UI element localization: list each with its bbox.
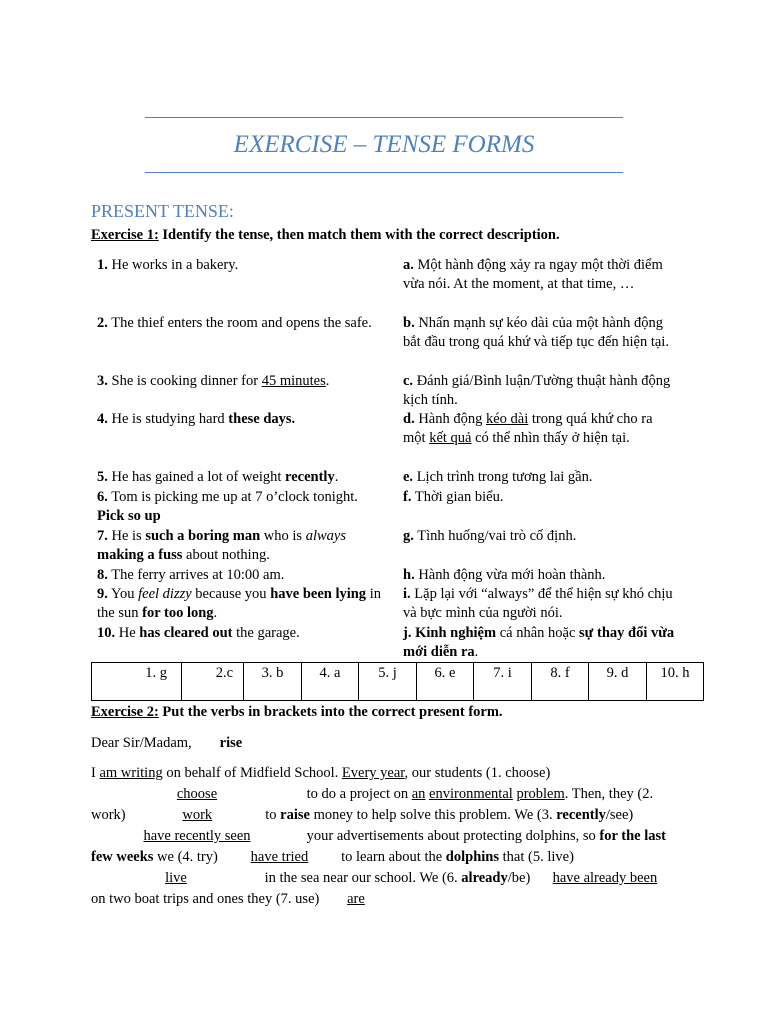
letter-bold: recently: [556, 807, 606, 823]
sentence-num: 7.: [97, 528, 108, 544]
description-text: Hành động: [414, 411, 486, 427]
letter-text: on behalf of Midfield School.: [162, 765, 342, 781]
answer-blank-1: choose: [176, 786, 218, 802]
answer-cell: 5. j: [359, 663, 417, 701]
greeting-note: rise: [219, 735, 243, 751]
sentence-num: 9.: [97, 586, 108, 602]
page-title: EXERCISE – TENSE FORMS: [233, 131, 535, 158]
letter-text: money to help solve this problem. We (3.: [309, 807, 557, 823]
sentence-2: [97, 314, 387, 333]
sentence-num: 6.: [97, 489, 108, 505]
exercise1-instruction: Identify the tense, then match them with the correct description.: [158, 227, 560, 243]
description-text: Nhấn mạnh sự kéo dài của một hành động bắt đầu trong quá khứ và tiếp tục đến hiện tại.: [403, 315, 669, 351]
sentence-bold: has cleared out: [139, 625, 233, 641]
letter-text: to do a project on: [303, 786, 412, 802]
description-text: Tình huống/vai trò cố định.: [413, 528, 577, 544]
sentence-num: 5.: [97, 469, 108, 485]
sentence-text: in the sun: [97, 586, 381, 622]
sentence-text: He is: [107, 528, 146, 544]
description-d: [403, 410, 678, 449]
description-h: [403, 566, 678, 585]
sentence-3: [97, 372, 387, 391]
letter-text: your advertisements about protecting dolphins, so: [303, 828, 600, 844]
answer-cell: 2.c: [182, 663, 244, 701]
description-letter: i.: [403, 586, 411, 602]
answer-cell: 7. i: [474, 663, 532, 701]
sentence-text: He is studying hard: [107, 411, 229, 427]
letter-text: . Then, they (2. work): [91, 786, 654, 823]
exercise2-heading: [91, 702, 503, 722]
description-letter: a.: [403, 257, 414, 273]
answer-row: [92, 663, 704, 701]
exercise2-label: Exercise 2:: [91, 704, 159, 720]
letter-underlined: an: [411, 786, 426, 802]
letter-paragraph: [91, 763, 691, 910]
letter-text: we (4. try): [153, 849, 222, 865]
answer-blank-3: have recently seen: [143, 828, 251, 844]
description-text: Hành động vừa mới hoàn thành.: [414, 567, 606, 583]
description-text: Lịch trình trong tương lai gần.: [413, 469, 593, 485]
sentence-num: 1.: [97, 257, 108, 273]
sentence-text: She is cooking dinner for: [107, 373, 262, 389]
sentence-text: You: [107, 586, 139, 602]
description-letter: j.: [403, 625, 412, 641]
sentence-text: .: [334, 469, 339, 485]
description-letter: d.: [403, 411, 415, 427]
answer-table: [91, 662, 704, 701]
description-bold: Kinh nghiệm: [411, 625, 497, 641]
letter-underlined: Every year: [341, 765, 405, 781]
answer-blank-4: have tried: [250, 849, 309, 865]
sentence-text: who is: [260, 528, 306, 544]
description-text: trong quá khứ cho ra một: [403, 411, 653, 447]
description-b: [403, 314, 678, 353]
description-f: [403, 488, 678, 507]
letter-text: to: [265, 807, 281, 823]
sentence-text: He has gained a lot of weight: [107, 469, 286, 485]
answer-cell: 3. b: [244, 663, 302, 701]
sentence-7: [97, 527, 387, 566]
letter-underlined: environmental: [429, 786, 513, 802]
description-a: [403, 256, 678, 295]
sentence-10: [97, 624, 387, 643]
sentence-bold: making a fuss: [97, 547, 183, 564]
letter-text: /be): [507, 870, 534, 886]
title-top-rule: [145, 117, 623, 118]
description-text: .: [474, 644, 479, 661]
letter-underlined: problem: [516, 786, 565, 802]
sentence-text: .: [325, 373, 330, 389]
description-letter: c.: [403, 373, 414, 389]
sentence-text: about nothing.: [182, 547, 270, 564]
description-text: Một hành động xảy ra ngay một thời điểm vừa nói. At the moment, at that time, …: [403, 257, 663, 293]
greeting: Dear Sir/Madam,: [91, 735, 192, 751]
letter-underlined: am writing: [99, 765, 163, 781]
description-letter: f.: [403, 489, 412, 505]
exercise1-label: Exercise 1:: [91, 227, 159, 243]
answer-cell: 6. e: [417, 663, 474, 701]
sentence-italic: feel dizzy: [138, 586, 192, 602]
sentence-5: [97, 468, 387, 487]
sentence-4: [97, 410, 387, 429]
sentence-underlined: 45 minutes: [261, 373, 326, 389]
sentence-bold: Pick so up: [97, 508, 161, 525]
description-j: [403, 624, 678, 663]
sentence-text: the garage.: [232, 625, 300, 641]
answer-cell: 1. g: [92, 663, 182, 701]
description-e: [403, 468, 678, 487]
letter-bold: for the last few weeks: [91, 828, 666, 865]
sentence-1: [97, 256, 387, 275]
sentence-text: .: [213, 605, 218, 622]
answer-cell: 10. h: [647, 663, 704, 701]
section-heading: PRESENT TENSE:: [91, 201, 234, 221]
sentence-9: [97, 585, 387, 624]
description-i: [403, 585, 678, 624]
exercise2-instruction: Put the verbs in brackets into the correct present form.: [158, 704, 503, 720]
greeting-line: [91, 733, 691, 753]
sentence-6: [97, 488, 367, 527]
description-letter: g.: [403, 528, 414, 544]
description-underlined: kéo dài: [486, 411, 529, 427]
description-underlined: kết quả: [429, 430, 472, 447]
sentence-num: 4.: [97, 411, 108, 427]
blank-1-lead: [554, 763, 566, 784]
description-bold: sự thay đổi vừa mới diễn ra: [403, 625, 675, 661]
answer-cell: 8. f: [532, 663, 589, 701]
description-text: Đánh giá/Bình luận/Tường thuật hành động kịch tính.: [403, 373, 671, 409]
sentence-bold: for too long: [142, 605, 214, 622]
sentence-text: The thief enters the room and opens the safe.: [107, 315, 372, 331]
sentence-8: [97, 566, 387, 585]
letter-text: that (5. live): [499, 849, 574, 865]
description-letter: e.: [403, 469, 414, 485]
letter-text: I: [91, 765, 100, 781]
answer-blank-7: are: [347, 891, 365, 907]
answer-blank-6: have already been: [552, 870, 658, 886]
description-text: Thời gian biểu.: [411, 489, 504, 505]
letter-bold: already: [461, 870, 508, 886]
title-bottom-rule: [145, 172, 623, 173]
answer-cell: 4. a: [302, 663, 359, 701]
sentence-text: He: [115, 625, 140, 641]
description-text: Lặp lại với “always” để thể hiện sự khó chịu và bực mình của người nói.: [403, 586, 673, 622]
description-c: [403, 372, 678, 411]
answer-blank-5: live: [165, 870, 187, 886]
description-letter: b.: [403, 315, 415, 331]
sentence-text: He works in a bakery.: [107, 257, 239, 273]
sentence-num: 2.: [97, 315, 108, 331]
letter-text: on two boat trips and ones they (7. use): [91, 891, 323, 907]
letter-text: , our students (1. choose): [404, 765, 554, 781]
letter-bold: dolphins: [445, 849, 499, 865]
sentence-bold: recently: [285, 469, 335, 485]
sentence-bold: have been lying: [270, 586, 367, 602]
description-text: có thể nhìn thấy ở hiện tại.: [471, 430, 630, 447]
description-letter: h.: [403, 567, 415, 583]
sentence-num: 8.: [97, 567, 108, 583]
letter-text: to learn about the: [337, 849, 446, 865]
sentence-text: Tom is picking me up at 7 o’clock tonight.: [107, 489, 358, 505]
letter-text: /see): [605, 807, 634, 823]
description-g: [403, 527, 678, 546]
description-text: cá nhân hoặc: [496, 625, 580, 641]
exercise1-heading: [91, 225, 560, 245]
sentence-bold: these days.: [228, 411, 296, 427]
sentence-bold: such a boring man: [145, 528, 261, 544]
letter-text: in the sea near our school. We (6.: [261, 870, 462, 886]
sentence-text: The ferry arrives at 10:00 am.: [107, 567, 285, 583]
sentence-italic: always: [305, 528, 346, 544]
sentence-num: 10.: [97, 625, 116, 641]
answer-cell: 9. d: [589, 663, 647, 701]
letter-bold: raise: [280, 807, 310, 823]
answer-blank-2: work: [182, 807, 213, 823]
sentence-num: 3.: [97, 373, 108, 389]
sentence-text: because you: [191, 586, 271, 602]
